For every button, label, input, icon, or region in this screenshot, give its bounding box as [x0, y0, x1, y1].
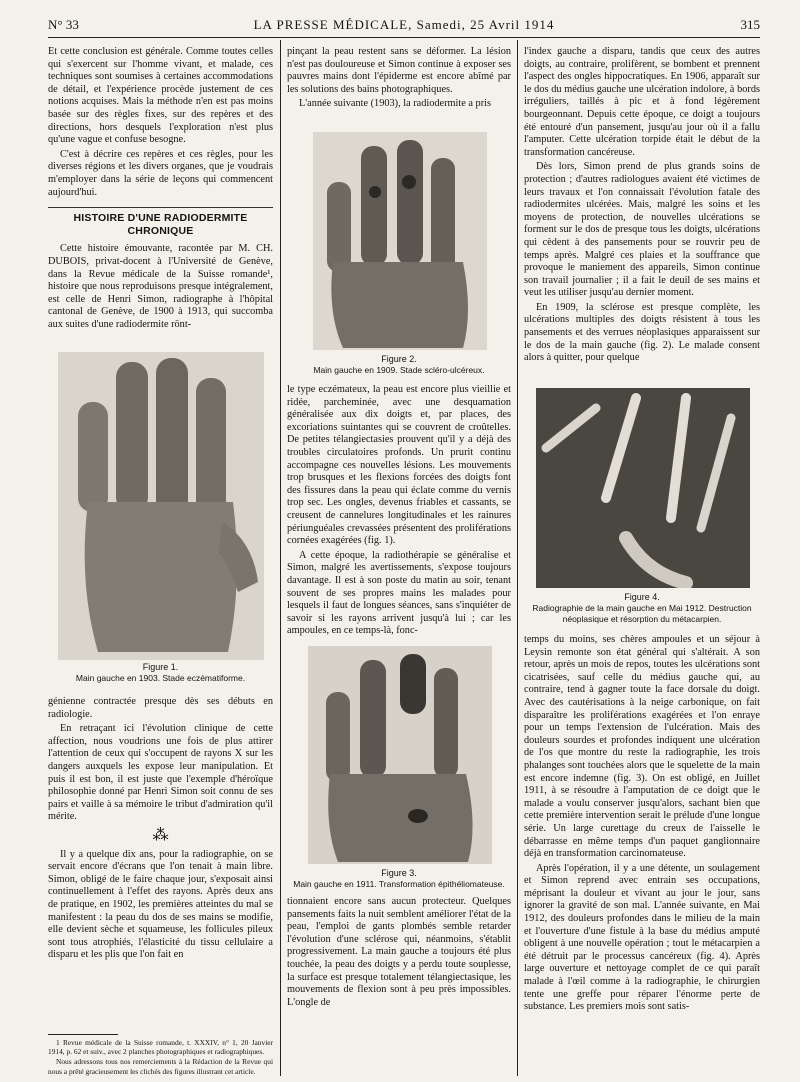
figure-2-caption-text: Main gauche en 1909. Stade scléro-ulcéreux. — [313, 365, 485, 375]
paragraph: tionnaient encore sans aucun protecteur. Quelques pansements faits la nuit semblent améliorer l'état de la peau, l'emploi de gants plombés semble retarder l'évolution d'une sclérose qui, néanmoins, s'établit progressivement. La main gauche a toujours été plus touchée, la peau des doigts y a perdu toute souplesse, la surface est presque totalement télangiectasique, les mouvements de flexion sont à peu près impossibles. L'ongle de — [287, 896, 511, 1008]
paragraph: En retraçant ici l'évolution clinique de cette affection, nous voudrions une fois de plus attirer l'attention de ceux qui s'occupent de rayons X sur les dangers auxquels les expose leur manipulation. Et puis il est bon, il est juste que l'exemple d'héroïque philosophie donné par Henri Simon soit connu de ses pairs et vaille à sa mémoire le tribut d'admiration qu'il mérite. — [48, 723, 273, 823]
hand-photo-illustration — [313, 132, 487, 350]
figure-2-photo — [313, 132, 487, 350]
paragraph: Dès lors, Simon prend de plus grands soins de protection ; d'autres radiologues avaient été victimes de leurs travaux et l'on connaissait l'évolution fatale des radiodermites ulcérées. Mais, malgré les soins et les moyens de protection, de nouvelles ulcérations se forment sur le dos de presque tous les doigts, ulcérations qui cèdent à des pansements pour se rouvrir peu de temps après. Malgré ces plaies et la souffrance que provoque le maniement des appareils, Simon continue son travail journalier ; il a fait le deuil de ses mains et veut les utiliser jusqu'au dernier moment. — [524, 161, 760, 299]
column-divider-2 — [517, 40, 518, 1076]
footnote: Nous adressons tous nos remerciements à la Rédaction de la Revue qui nous a prêté gracieusement les clichés des figures illustrant cet article. — [48, 1057, 273, 1076]
section-rule — [48, 207, 273, 208]
figure-1-photo — [58, 352, 264, 660]
paragraph: le type eczémateux, la peau est encore plus vieillie et ridée, parcheminée, avec une desquamation généralisée aux dix doigts et, par places, des excoriations suintantes qui se couvrent de croûtelles. De petites télangiectasies prouvent qu'il y a déjà des troubles circulatoires profonds. Un prurit continu accompagne ces nouvelles lésions. Les mouvements trop brusques et les flexions forcées des doigts font des fissures dans la peau qui éclate comme du vernis trop sec. Les ongles, devenus friables et cassants, se creusent de cannelures longitudinales et les rainures périunguéales crevassées présentent des proliférations cornées exagérées (fig. 1). — [287, 384, 511, 547]
column-1-bottom — [48, 696, 273, 964]
figure-2-caption — [287, 354, 511, 376]
figure-3-caption — [287, 868, 511, 890]
paragraph: En 1909, la sclérose est presque complète, les ulcérations multiples des doigts résistent à tous les pansements et des verrues néoplasiques apparaissent sur le dos de la main gauche (fig. 2). Le malade consent alors à quitter, pour quelque — [524, 301, 760, 364]
paragraph: Il y a quelque dix ans, pour la radiographie, on se servait encore d'écrans que l'on tenait à main libre. Simon, obligé de le faire chaque jour, s'exposait ainsi continuellement à l'effet des rayons. Après deux ans de pratique, en 1902, les premières atteintes du mal se manifestent : la peau du dos de ses mains se modifie, elle devient sèche et squameuse, les follicules pileux sont tous atrophiés, l'élasticité du tissu cellulaire a disparu et les plis que l'on fait en — [48, 848, 273, 961]
paragraph: Et cette conclusion est générale. Comme toutes celles qui s'exercent sur l'homme vivant, et malade, ces techniques sont soumises à certaines accommodations de détail, et l'expérience procède justement de ces notions acquises. Mais la méthode n'en est pas moins basée sur des règles fixes, sur des repères et des directions, hors desquels l'exploration n'est plus qu'une vague et confuse besogne. — [48, 46, 273, 146]
paragraph: Cette histoire émouvante, racontée par M. CH. DUBOIS, privat-docent à l'Université de Genève, dans la Revue médicale de la Suisse romande¹, histoire que nous reproduisons presque intégralement, est celle de Henri Simon, radiographe à l'hôpital cantonal de Genève, de 1900 à 1913, qui succomba aux suites d'une radiodermite rönt- — [48, 243, 273, 330]
page-number: 315 — [740, 17, 760, 32]
paragraph: C'est à décrire ces repères et ces règles, pour les diverses régions et les divers organes, que je voudrais m'employer dans la série de leçons qui commencent aujourd'hui. — [48, 148, 273, 198]
figure-1-caption — [48, 662, 273, 684]
column-3-bottom — [524, 634, 760, 1016]
column-2-top — [287, 46, 511, 113]
asterism: ⁂ — [152, 826, 169, 844]
section-title: HISTOIRE D'UNE RADIODERMITE CHRONIQUE — [73, 212, 248, 237]
paragraph: A cette époque, la radiothérapie se généralise et Simon, malgré les avertissements, s'expose toujours davantage. Il est à son poste du matin au soir, tenant souvent de ses propres mains les malades pour lesquels il faut de longues séances, sans s'inquiéter de savoir si les rayons arrivent jusqu'à lui ; car les ampoules, en ce temps-là, fonc- — [287, 549, 511, 637]
figure-3-caption-text: Main gauche en 1911. Transformation épithéliomateuse. — [293, 879, 505, 889]
issue-number: N° 33 — [48, 17, 79, 32]
figure-3-photo — [308, 646, 492, 864]
paragraph: Après l'opération, il y a une détente, un soulagement et Simon reprend avec entrain ses occupations, méprisant la douleur et vivant au jour le jour, sans ignorer la gravité de son mal. L'année suivante, en Mai 1912, des douleurs profondes dans le milieu de la main et l'ouverture d'une fistule à la base du médius amputé obligent à une nouvelle opération ; tout le métacarpien a été détruit par le processus cancéreux (fig. 4). Après large ouverture et nettoyage complet de ce qui paraît malade à l'œil comme à la radiographie, le chirurgien tente une greffe pour réparer l'énorme perte de substance. Les premiers mois sont satis- — [524, 862, 760, 1013]
paragraph: pinçant la peau restent sans se déformer. La lésion n'est pas douloureuse et Simon continue à exposer ses pauvres mains dont l'épiderme est encore abîmé par les solutions des bains photographiques. — [287, 46, 511, 95]
hand-photo-illustration — [58, 352, 264, 660]
figure-4-caption — [524, 592, 760, 625]
figure-2-label: Figure 2. — [381, 354, 417, 364]
column-3-top — [524, 46, 760, 367]
header-rule — [48, 37, 760, 38]
paragraph: L'année suivante (1903), la radiodermite a pris — [299, 98, 491, 110]
column-2-middle — [287, 384, 511, 640]
figure-4-caption-text: Radiographie de la main gauche en Mai 1912. Destruction néoplasique et résorption du métacarpien. — [532, 603, 752, 624]
column-divider-1 — [280, 40, 281, 1076]
footnotes — [48, 1038, 273, 1077]
hand-photo-illustration — [308, 646, 492, 864]
figure-3-label: Figure 3. — [381, 868, 417, 878]
journal-title: LA PRESSE MÉDICALE, Samedi, 25 Avril 1914 — [253, 17, 555, 32]
column-1-top — [48, 46, 273, 333]
column-2-bottom — [287, 896, 511, 1011]
footnote-rule — [48, 1034, 118, 1035]
radiograph-illustration — [536, 388, 750, 588]
figure-1-caption-text: Main gauche en 1903. Stade eczématiforme. — [75, 673, 246, 683]
paragraph: temps du moins, ses chères ampoules et un séjour à Leysin remonte son état général qui s'altérait. A son retour, après un mois de repos, toutes les ulcérations sont cicatrisées, sauf celle du médius gauche qui, au contraire, tend à gagner toute la face dorsale du doigt. Avec des cautérisations à la neige carbonique, on fait disparaître les proliférations exagérées et l'on enraye pour un temps l'extension de l'ulcération. Mais des douleurs sourdes et profondes indiquent une ulcération de l'os que montre du reste la radiographie, les trois phalanges sont touchées alors que le squelette de la main est encore indemne (fig. 3). On est obligé, en Juillet 1911, à se résoudre à l'amputation de ce doigt que le malade a voulu conserver jusqu'alors, sachant bien que cette première intervention serait le prélude d'une longue série. Un large curettage du creux de l'aisselle le débarrasse en même temps d'un paquet ganglionnaire déjà en transformation carcinomateuse. — [524, 634, 760, 860]
figure-1-label: Figure 1. — [142, 662, 179, 672]
figure-4-radiograph — [536, 388, 750, 588]
paragraph: l'index gauche a disparu, tandis que ceux des autres doigts, au contraire, prolifèrent, se bombent et prennent l'aspect des ongles hippocratiques. En 1906, apparaît sur le dos du médius gauche une ulcération indolore, à bords irréguliers, taillés à pic et à fond légèrement bourgeonnant. Depuis cette époque, ce doigt a toujours été entouré d'un pansement, jusqu'au jour où il a fallu l'amputer. Cette ulcération torpide était le début de la transformation cancéreuse. — [524, 46, 760, 158]
footnote: 1 Revue médicale de la Suisse romande, t. XXXIV, n° 1, 20 Janvier 1914, p. 62 et suiv., avec 2 planches photographiques et radiographiques. — [48, 1038, 273, 1057]
page-header — [48, 14, 760, 36]
paragraph: génienne contractée presque dès ses débuts en radiologie. — [48, 696, 273, 720]
figure-4-label: Figure 4. — [624, 592, 660, 602]
